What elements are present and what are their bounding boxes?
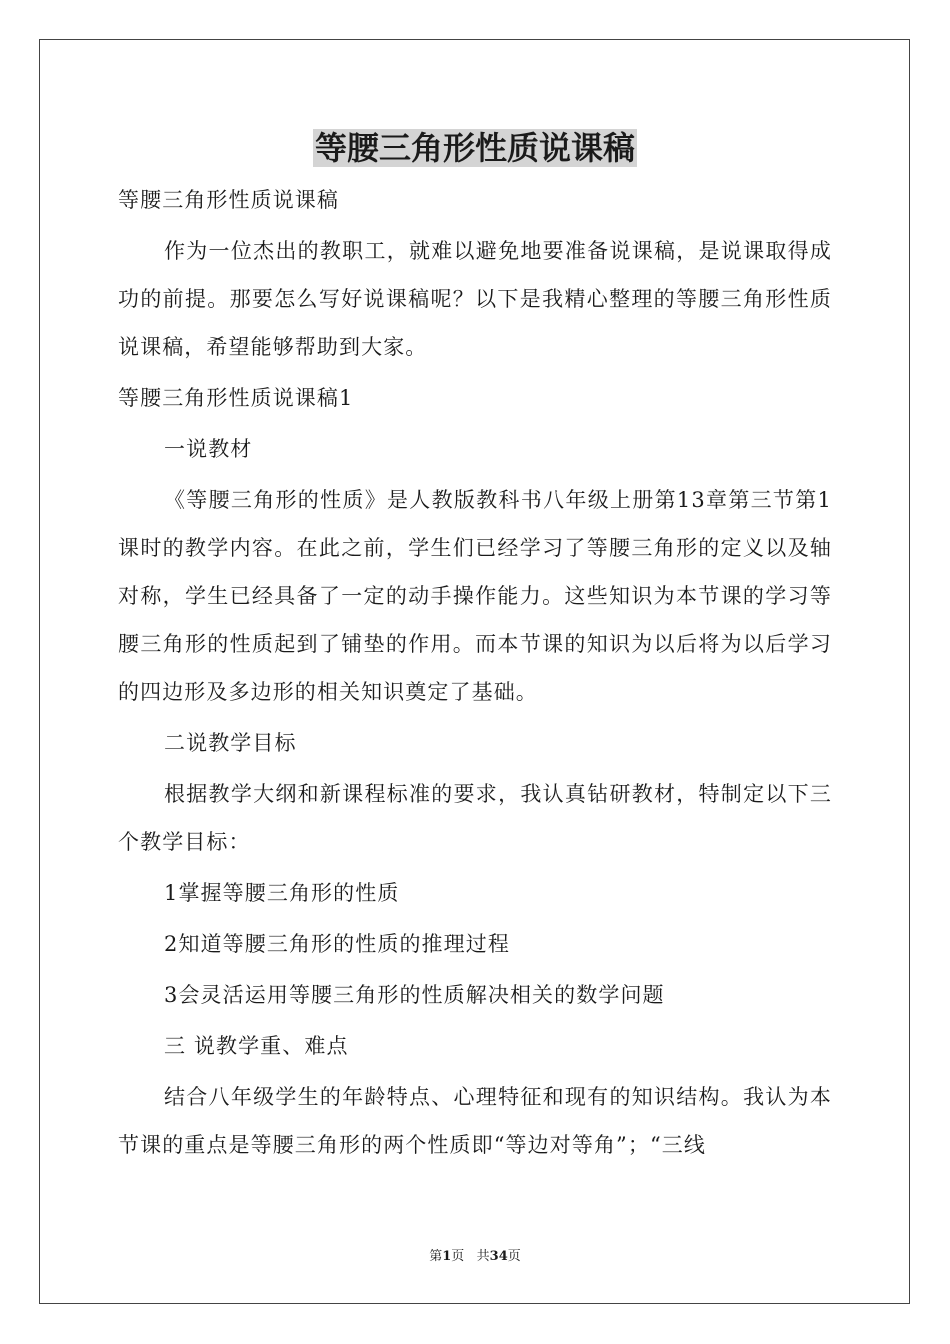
page-footer (0, 1248, 950, 1266)
paragraph: 三 说教学重、难点 (164, 1034, 349, 1058)
document-title-text: 等腰三角形性质说课稿 (314, 129, 635, 167)
paragraph: 等腰三角形性质说课稿1 (118, 386, 354, 410)
paragraph: 作为一位杰出的教职工，就难以避免地要准备说课稿，是说课取得成功的前提。那要怎么写好说课稿呢？以下是我精心整理的等腰三角形性质说课稿，希望能够帮助到大家。 (118, 239, 832, 359)
footer-suffix: 页 (507, 1249, 521, 1264)
footer-prefix: 第 (429, 1249, 443, 1264)
document-title (0, 126, 950, 170)
paragraph: 二说教学目标 (164, 731, 297, 755)
footer-page-number: 1 (442, 1249, 452, 1264)
paragraph: 2知道等腰三角形的性质的推理过程 (164, 932, 510, 956)
paragraph: 一说教材 (164, 437, 253, 461)
document-body (118, 176, 832, 1172)
paragraph: 根据教学大纲和新课程标准的要求，我认真钻研教材，特制定以下三个教学目标： (118, 782, 832, 854)
paragraph: 1掌握等腰三角形的性质 (164, 881, 400, 905)
paragraph: 等腰三角形性质说课稿 (118, 188, 339, 212)
paragraph: 结合八年级学生的年龄特点、心理特征和现有的知识结构。我认为本节课的重点是等腰三角形的两个性质即“等边对等角”；“三线 (118, 1085, 832, 1157)
paragraph: 《等腰三角形的性质》是人教版教科书八年级上册第13章第三节第1课时的教学内容。在此之前，学生们已经学习了等腰三角形的定义以及轴对称，学生已经具备了一定的动手操作能力。这些知识为本节课的学习等腰三角形的性质起到了铺垫的作用。而本节课的知识为以后将为以后学习的四边形及多边形的相关知识奠定了基础。 (118, 488, 832, 704)
paragraph: 3会灵活运用等腰三角形的性质解决相关的数学问题 (164, 983, 665, 1007)
footer-mid: 页 共 (451, 1249, 490, 1264)
footer-total-pages: 34 (489, 1249, 508, 1264)
